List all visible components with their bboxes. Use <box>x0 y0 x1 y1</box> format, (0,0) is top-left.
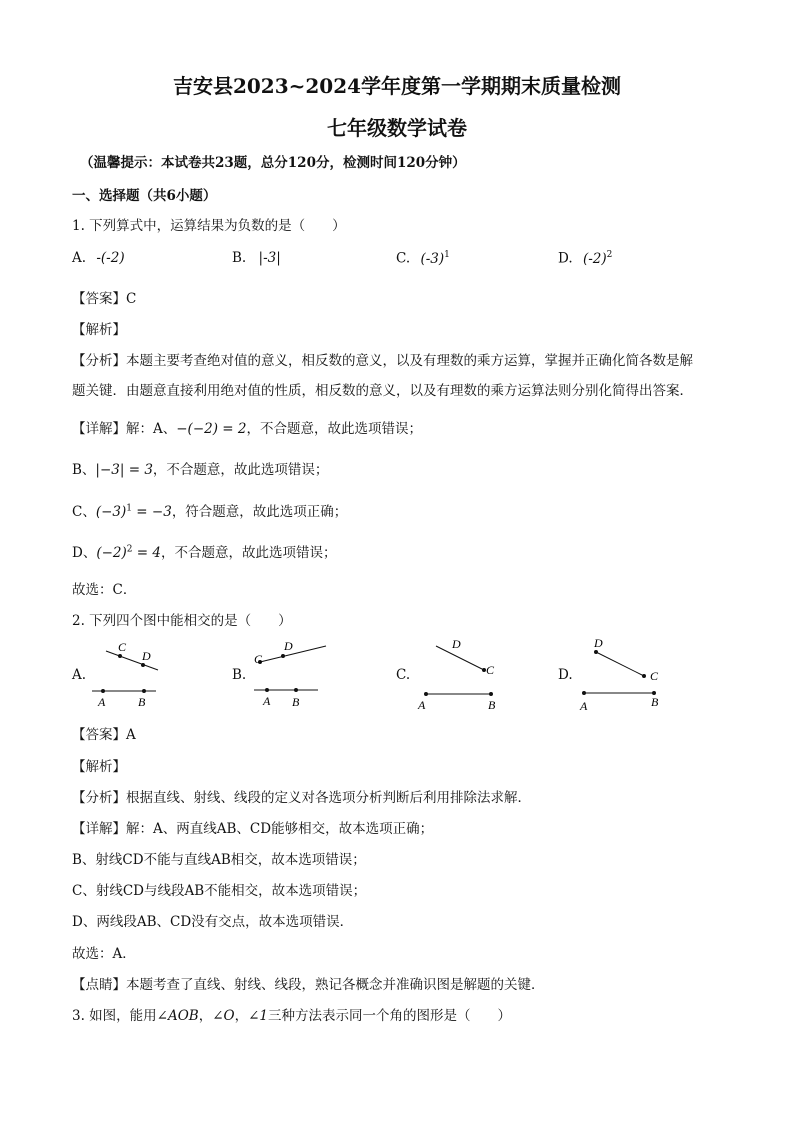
q2-detail-c: C、射线CD与线段AB不能相交，故本选项错误； <box>72 883 367 899</box>
point-a <box>582 691 586 695</box>
q3-angle-o: ∠O <box>212 1008 235 1024</box>
q2-dianjing <box>72 973 545 993</box>
q1-option-d-label: D. <box>558 250 573 267</box>
detail-tag: 【详解】 <box>72 421 126 437</box>
answer-tag: 【答案】 <box>72 727 126 743</box>
fenxi-tag: 【分析】 <box>72 353 126 369</box>
point-a <box>424 692 428 696</box>
q1-option-b-label: B. <box>232 250 247 266</box>
q2-figure-d <box>574 630 666 716</box>
fenxi-text: 根据直线、射线、线段的定义对各选项分析判断后利用排除法求解． <box>126 790 531 806</box>
point-d <box>281 654 285 658</box>
fenxi-tag: 【分析】 <box>72 790 126 806</box>
detail-c-post: ，符合题意，故此选项正确； <box>171 504 348 520</box>
label-d: D <box>284 639 293 653</box>
q3-stem-pre: 3. 如图，能用 <box>72 1008 157 1024</box>
detail-c-pre: C、 <box>72 504 96 520</box>
detail-b-pre: B、 <box>72 462 96 478</box>
label-c: C <box>254 652 263 666</box>
dianjing-text: 本题考查了直线、射线、线段，熟记各概念并准确识图是解题的关键． <box>126 977 545 993</box>
detail-d-base: (−2) <box>96 545 127 561</box>
detail-b-post: ，不合题意，故此选项错误； <box>152 462 329 478</box>
q3-angle-aob: ∠AOB <box>156 1008 199 1024</box>
exam-hint: （温馨提示：本试卷共23题，总分120分，检测时间120分钟） <box>80 155 466 171</box>
q1-option-c-label: C. <box>396 250 411 267</box>
q1-detail-c <box>72 500 347 520</box>
dianjing-tag: 【点睛】 <box>72 977 126 993</box>
q1-option-c <box>396 250 450 267</box>
segment-dc <box>596 652 644 676</box>
label-b: B <box>488 698 496 712</box>
q2-detail-a <box>72 817 433 837</box>
q1-fenxi-2: 题关键．由题意直接利用绝对值的性质，相反数的意义，以及有理数的乘方运算法则分别化简得出答案． <box>72 383 693 399</box>
detail-a-pre: 解：A、 <box>126 421 177 437</box>
q2-option-d-label: D. <box>558 667 573 683</box>
point-c <box>642 674 646 678</box>
q2-fenxi <box>72 786 531 806</box>
point-a <box>101 689 105 693</box>
q3-stem-post: 三种方法表示同一个角的图形是（ ） <box>268 1008 512 1024</box>
detail-b-math: |−3| = 3 <box>95 462 153 478</box>
point-d <box>141 663 145 667</box>
q3-stem <box>72 1004 511 1024</box>
detail-d-post: ，不合题意，故此选项错误； <box>160 545 337 561</box>
q1-fenxi-1 <box>72 349 693 369</box>
detail-d-exp: 2 <box>126 544 133 555</box>
q1-option-d-base: (-2) <box>582 250 607 267</box>
label-c: C <box>118 640 127 654</box>
q2-detail-b: B、射线CD不能与直线AB相交，故本选项错误； <box>72 852 366 868</box>
label-c: C <box>486 663 495 677</box>
detail-d-pre: D、 <box>72 545 97 561</box>
detail-a-post: ，不合题意，故此选项错误； <box>246 421 422 437</box>
q2-figure-b <box>250 636 328 712</box>
exam-title: 吉安县2023~2024学年度第一学期期末质量检测 <box>172 74 622 98</box>
point-d <box>594 650 598 654</box>
q1-conclusion: 故选：C． <box>72 582 137 598</box>
answer-tag: 【答案】 <box>72 291 126 307</box>
label-b: B <box>292 695 300 709</box>
answer-value: C <box>126 291 137 307</box>
detail-c-exp: 1 <box>126 503 133 514</box>
q2-detail-d: D、两线段AB、CD没有交点，故本选项错误． <box>72 914 354 930</box>
label-c: C <box>650 669 659 683</box>
q1-option-a-label: A. <box>72 250 87 266</box>
label-b: B <box>138 695 146 709</box>
q1-option-c-base: (-3) <box>420 250 445 267</box>
label-d: D <box>452 637 461 651</box>
q1-detail-a <box>72 417 422 437</box>
label-a: A <box>98 695 106 709</box>
q2-figure-a <box>88 638 168 714</box>
q1-option-c-exp: 1 <box>444 250 450 260</box>
q1-answer <box>72 287 136 307</box>
q1-option-d <box>558 250 612 267</box>
point-b <box>489 692 493 696</box>
q1-option-b <box>232 250 281 266</box>
label-a: A <box>418 698 426 712</box>
q2-analysis-tag: 【解析】 <box>72 759 126 775</box>
q1-option-a <box>72 250 125 266</box>
detail-a-text: 解：A、两直线AB、CD能够相交，故本选项正确； <box>126 821 434 837</box>
detail-d-rest: = 4 <box>132 545 161 561</box>
q3-angle-1: ∠1 <box>248 1008 269 1024</box>
answer-value: A <box>126 727 136 743</box>
q3-sep-2: ， <box>234 1008 249 1024</box>
q1-option-a-expr: -(-2) <box>96 250 125 266</box>
q2-figure-c <box>412 632 502 714</box>
label-a: A <box>580 699 588 713</box>
q2-option-c-label: C. <box>396 667 411 683</box>
q1-option-b-expr: |-3| <box>258 250 281 266</box>
label-d: D <box>142 649 151 663</box>
point-b <box>142 689 146 693</box>
q2-conclusion: 故选：A． <box>72 946 136 962</box>
label-a: A <box>263 694 271 708</box>
detail-c-rest: = −3 <box>132 504 172 520</box>
q1-detail-d <box>72 541 336 561</box>
q1-analysis-tag: 【解析】 <box>72 322 126 338</box>
q1-stem: 1. 下列算式中，运算结果为负数的是（ ） <box>72 218 346 234</box>
detail-c-base: (−3) <box>95 504 127 520</box>
ray-cd <box>260 646 326 662</box>
exam-subtitle: 七年级数学试卷 <box>327 116 467 140</box>
label-b: B <box>651 695 659 709</box>
detail-tag: 【详解】 <box>72 821 126 837</box>
point-a <box>265 688 269 692</box>
fenxi-text: 本题主要考查绝对值的意义，相反数的意义，以及有理数的乘方运算，掌握并正确化简各数是解 <box>126 353 693 369</box>
section-heading: 一、选择题（共6小题） <box>72 188 217 204</box>
q1-option-d-exp: 2 <box>606 250 613 260</box>
label-d: D <box>594 636 603 650</box>
detail-a-math: −(−2) = 2 <box>176 421 247 437</box>
q2-option-a-label: A. <box>72 667 87 683</box>
point-c <box>118 654 122 658</box>
q2-option-b-label: B. <box>232 667 247 683</box>
point-b <box>294 688 298 692</box>
q2-stem: 2. 下列四个图中能相交的是（ ） <box>72 613 292 629</box>
q2-answer <box>72 723 136 743</box>
q1-detail-b <box>72 458 328 478</box>
q3-sep-1: ， <box>198 1008 213 1024</box>
